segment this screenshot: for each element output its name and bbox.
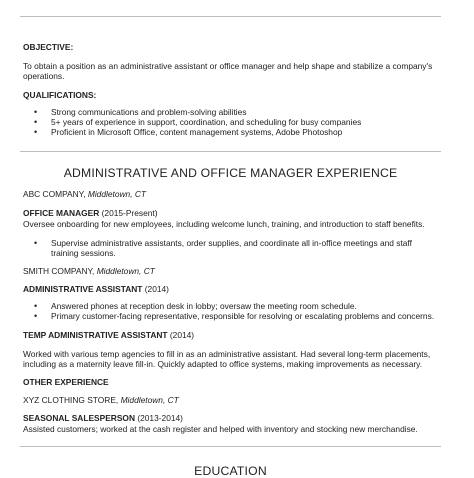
list-item: • Supervise administrative assistants, order supplies, and coordinate all in-office meetings and staff training sessions. [34, 238, 412, 258]
list-item: • Primary customer-facing representative, responsible for resolving or escalating problems and concerns. [34, 311, 434, 321]
job-title: OFFICE MANAGER [23, 208, 100, 218]
company-location: Middletown, CT [120, 395, 179, 405]
top-divider [20, 16, 441, 17]
job-2-bullets [34, 301, 434, 321]
job-dates: (2014) [167, 330, 195, 340]
company-location: Middletown, CT [87, 189, 147, 199]
job-dates: (2015-Present) [99, 208, 158, 218]
objective-label: OBJECTIVE: [23, 42, 74, 52]
list-item: • 5+ years of experience in support, coordination, and scheduling for busy companies [34, 117, 361, 127]
other-company [23, 395, 179, 405]
education-heading: EDUCATION [194, 464, 267, 478]
company-name: XYZ CLOTHING STORE, [23, 395, 121, 405]
list-item: • Proficient in Microsoft Office, content management systems, Adobe Photoshop [34, 127, 361, 137]
company-location: Middletown, CT [96, 266, 155, 276]
section-divider [20, 446, 441, 447]
company-name: SMITH COMPANY, [23, 266, 97, 276]
other-summary: Assisted customers; worked at the cash register and helped with inventory and stocking new merchandise. [23, 424, 418, 434]
job-1-company [23, 189, 146, 199]
job-2-company [23, 266, 155, 276]
qualifications-list [34, 107, 361, 137]
job-1-title [23, 208, 158, 218]
job-3-summary-line-1: Worked with various temp agencies to fill in as an administrative assistant. Had several long-term placements, [23, 349, 431, 359]
job-3-summary-line-2: including as a maternity leave fill-in. Quickly adapted to office systems, making improvements as necessary. [23, 359, 423, 369]
job-2-title [23, 284, 169, 294]
company-name: ABC COMPANY, [23, 189, 88, 199]
experience-heading: ADMINISTRATIVE AND OFFICE MANAGER EXPERIENCE [63, 166, 398, 180]
section-divider [20, 151, 441, 152]
objective-text-line-1: To obtain a position as an administrative assistant or office manager and help shape and stabilize a company's [23, 61, 433, 71]
job-1-summary: Oversee onboarding for new employees, including welcome lunch, training, and introduction to staff benefits. [23, 219, 425, 229]
other-title [23, 413, 183, 423]
other-experience-label: OTHER EXPERIENCE [23, 377, 109, 387]
objective-text-line-2: operations. [23, 71, 65, 81]
job-title: ADMINISTRATIVE ASSISTANT [23, 284, 143, 294]
job-dates: (2014) [142, 284, 169, 294]
job-3-title [23, 330, 194, 340]
list-item: • Strong communications and problem-solving abilities [34, 107, 361, 117]
job-dates: (2013-2014) [135, 413, 183, 423]
list-item: • Answered phones at reception desk in lobby; oversaw the meeting room schedule. [34, 301, 434, 311]
job-title: SEASONAL SALESPERSON [23, 413, 135, 423]
job-1-bullets [34, 238, 412, 258]
job-title: TEMP ADMINISTRATIVE ASSISTANT [23, 330, 168, 340]
qualifications-label: QUALIFICATIONS: [23, 90, 97, 100]
